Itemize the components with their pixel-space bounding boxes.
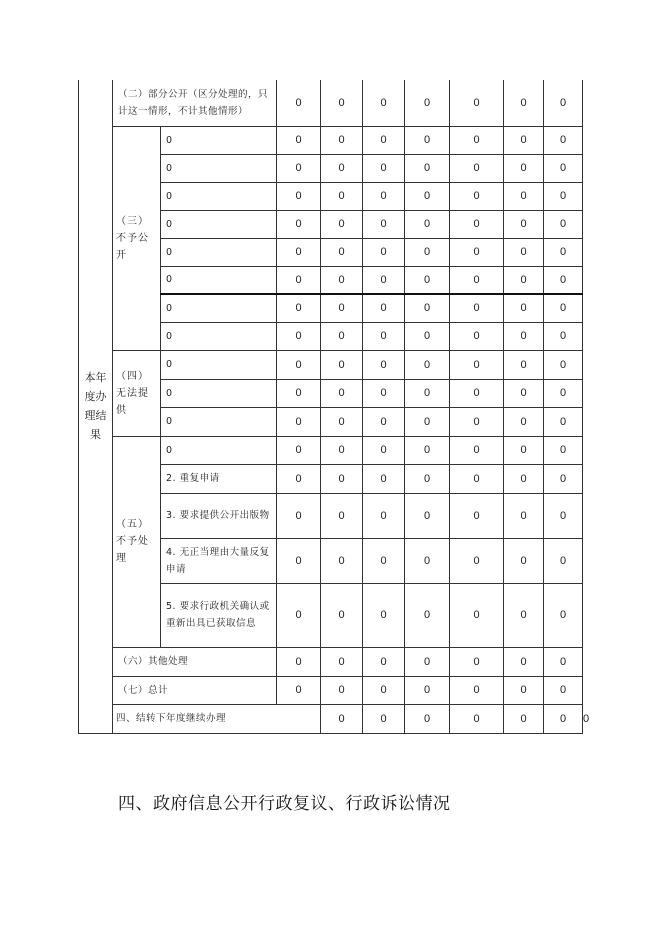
- value-cell: 0: [277, 464, 321, 493]
- value-cell: 0: [450, 154, 504, 182]
- outer-label: [79, 80, 113, 733]
- value-cell: 0: [277, 294, 321, 322]
- group-label-partial: （二）部分公开（区分处理的，只计这一情形，不计其他情形）: [113, 80, 277, 126]
- value-cell: 0: [321, 238, 363, 266]
- value-cell: 0: [405, 647, 450, 676]
- value-cell: 0: [450, 350, 504, 379]
- value-cell: 0: [544, 350, 583, 379]
- value-cell: 0: [277, 210, 321, 238]
- table-row: [79, 126, 583, 154]
- value-cell: 0: [450, 266, 504, 294]
- value-cell: 0: [405, 436, 450, 464]
- value-cell: 0: [363, 80, 405, 126]
- value-cell: 0: [321, 294, 363, 322]
- item-label: 3. 要求提供公开出版物: [161, 493, 277, 538]
- value-cell: 0: [504, 322, 544, 350]
- value-cell: 0: [277, 126, 321, 154]
- table-row: [79, 350, 583, 379]
- value-cell: 0: [544, 493, 583, 538]
- value-cell: 0: [450, 80, 504, 126]
- value-cell: 0: [405, 322, 450, 350]
- value-cell: 0: [504, 154, 544, 182]
- value-cell: 0: [277, 154, 321, 182]
- value-cell: 0: [504, 80, 544, 126]
- value-cell: 0: [450, 676, 504, 704]
- value-cell: 0: [363, 266, 405, 294]
- value-cell: 0: [363, 322, 405, 350]
- value-cell: 0: [363, 210, 405, 238]
- value-cell: 0: [544, 407, 583, 436]
- value-cell: 0: [450, 379, 504, 407]
- item-label: 0: [161, 154, 277, 182]
- item-label: 0: [161, 407, 277, 436]
- value-cell: 0: [321, 126, 363, 154]
- value-cell: 0: [544, 238, 583, 266]
- value-cell: 0: [405, 350, 450, 379]
- value-cell: 0: [405, 266, 450, 294]
- value-cell: 0: [277, 379, 321, 407]
- value-cell: 0: [504, 583, 544, 647]
- value-cell: 0: [544, 583, 583, 647]
- item-label: 0: [161, 266, 277, 294]
- value-cell: 0: [450, 238, 504, 266]
- value-cell: 0: [363, 493, 405, 538]
- value-cell: 0: [405, 210, 450, 238]
- value-cell: 0: [544, 464, 583, 493]
- section-heading: 四、政府信息公开行政复议、行政诉讼情况: [118, 794, 451, 814]
- item-label: 5. 要求行政机关确认或重新出具已获取信息: [161, 583, 277, 647]
- value-cell: 0: [405, 294, 450, 322]
- value-cell: 0: [504, 493, 544, 538]
- value-cell: 0: [277, 182, 321, 210]
- value-cell: 0: [321, 182, 363, 210]
- value-cell: 0: [321, 493, 363, 538]
- value-cell: 0: [363, 294, 405, 322]
- value-cell: 0: [544, 322, 583, 350]
- group-label-unable: （四）无法提供: [113, 350, 161, 436]
- value-cell: 0: [321, 379, 363, 407]
- value-cell: 0: [277, 238, 321, 266]
- group-label-other: （六）其他处理: [113, 647, 277, 676]
- value-cell: 0: [450, 464, 504, 493]
- item-label: 0: [161, 294, 277, 322]
- item-label: 0: [161, 210, 277, 238]
- value-cell: 0: [544, 704, 583, 733]
- value-cell: 0: [277, 647, 321, 676]
- value-cell: 0: [405, 583, 450, 647]
- value-cell: 0: [405, 538, 450, 583]
- value-cell: 0: [504, 407, 544, 436]
- table-row: [79, 436, 583, 464]
- value-cell: 0: [405, 126, 450, 154]
- value-cell: 0: [504, 238, 544, 266]
- value-cell: 0: [405, 379, 450, 407]
- value-cell: 0: [544, 538, 583, 583]
- value-cell: 0: [277, 436, 321, 464]
- value-cell: 0: [450, 704, 504, 733]
- table-body: [79, 80, 590, 733]
- value-cell: 0: [363, 676, 405, 704]
- statistics-table: [78, 80, 590, 734]
- value-cell: 0: [321, 538, 363, 583]
- value-cell: 0: [405, 407, 450, 436]
- value-cell: 0: [277, 583, 321, 647]
- value-cell: 0: [321, 464, 363, 493]
- value-cell: 0: [504, 464, 544, 493]
- value-cell: 0: [544, 379, 583, 407]
- value-cell: 0: [277, 80, 321, 126]
- value-cell: 0: [363, 436, 405, 464]
- value-cell: 0: [277, 322, 321, 350]
- value-cell: 0: [450, 126, 504, 154]
- value-cell: 0: [450, 647, 504, 676]
- table-row-total: [79, 676, 583, 704]
- value-cell: 0: [277, 407, 321, 436]
- value-cell: 0: [321, 210, 363, 238]
- value-cell: 0: [277, 266, 321, 294]
- value-cell: 0: [277, 350, 321, 379]
- value-cell: 0: [504, 538, 544, 583]
- value-cell: 0: [321, 704, 363, 733]
- value-cell: 0: [544, 80, 583, 126]
- value-cell: 0: [363, 647, 405, 676]
- value-cell: 0: [405, 676, 450, 704]
- value-cell: 0: [321, 350, 363, 379]
- value-cell: 0: [544, 647, 583, 676]
- value-cell: 0: [277, 493, 321, 538]
- item-label: 4. 无正当理由大量反复申请: [161, 538, 277, 583]
- value-cell: 0: [504, 350, 544, 379]
- value-cell: 0: [450, 210, 504, 238]
- value-cell: 0: [321, 322, 363, 350]
- value-cell: 0: [363, 407, 405, 436]
- group-label-not-public: （三）不予公开: [113, 126, 161, 350]
- value-cell: 0: [363, 583, 405, 647]
- value-cell: 0: [504, 379, 544, 407]
- value-cell: 0: [504, 647, 544, 676]
- value-cell: 0: [277, 676, 321, 704]
- value-cell: 0: [450, 182, 504, 210]
- value-cell: 0: [321, 676, 363, 704]
- value-cell: 0: [405, 154, 450, 182]
- value-cell: 0: [544, 154, 583, 182]
- value-cell: 0: [405, 80, 450, 126]
- group-label-not-process: （五）不予处理: [113, 436, 161, 647]
- value-cell: 0: [405, 464, 450, 493]
- value-cell: 0: [450, 436, 504, 464]
- table-row-partial: [79, 80, 583, 126]
- item-label: 0: [161, 350, 277, 379]
- value-cell: 0: [544, 182, 583, 210]
- value-cell: 0: [363, 538, 405, 583]
- table-row-other: [79, 647, 583, 676]
- item-label: 0: [161, 436, 277, 464]
- value-cell: 0: [504, 676, 544, 704]
- value-cell: 0: [363, 704, 405, 733]
- value-cell: 0: [450, 407, 504, 436]
- value-cell: 0: [321, 407, 363, 436]
- value-cell: 0: [450, 322, 504, 350]
- value-cell: 0: [363, 182, 405, 210]
- value-cell: 0: [504, 704, 544, 733]
- value-cell: 0: [504, 266, 544, 294]
- value-cell: 0: [277, 538, 321, 583]
- value-cell: 0: [405, 493, 450, 538]
- value-cell: 0: [450, 493, 504, 538]
- value-cell: 0: [321, 647, 363, 676]
- value-cell: 0: [405, 704, 450, 733]
- item-label: 0: [161, 126, 277, 154]
- item-label: 0: [161, 379, 277, 407]
- value-cell: 0: [321, 80, 363, 126]
- value-cell: 0: [504, 126, 544, 154]
- value-cell: 0: [321, 436, 363, 464]
- group-label-total: （七）总计: [113, 676, 277, 704]
- value-cell: 0: [363, 350, 405, 379]
- value-cell: 0: [321, 154, 363, 182]
- value-cell: 0: [504, 294, 544, 322]
- value-cell: 0: [544, 294, 583, 322]
- value-cell: 0: [504, 210, 544, 238]
- value-cell: 0: [504, 436, 544, 464]
- value-cell: 0: [363, 379, 405, 407]
- table-row-carry-over: 四、结转下年度继续办理 0 0 0 0 0 0 0: [79, 704, 583, 733]
- item-label: 0: [161, 182, 277, 210]
- outer-label-text: 本年度办理结果: [84, 371, 107, 442]
- value-cell: 0: [544, 436, 583, 464]
- value-cell: 0: [363, 126, 405, 154]
- value-cell: 0: [544, 126, 583, 154]
- value-cell: 0: [363, 464, 405, 493]
- value-cell: 0: [405, 238, 450, 266]
- value-cell: 0: [450, 538, 504, 583]
- carry-over-label: 四、结转下年度继续办理: [113, 704, 321, 733]
- item-label: 2. 重复申请: [161, 464, 277, 493]
- value-cell: 0: [363, 238, 405, 266]
- value-cell: 0: [321, 266, 363, 294]
- value-cell: 0: [504, 182, 544, 210]
- value-cell: 0: [544, 676, 583, 704]
- item-label: 0: [161, 322, 277, 350]
- item-label: 0: [161, 238, 277, 266]
- value-cell: 0: [321, 583, 363, 647]
- value-cell: 0: [450, 294, 504, 322]
- value-cell: 0: [544, 210, 583, 238]
- value-cell: 0: [544, 266, 583, 294]
- value-cell: 0: [450, 583, 504, 647]
- value-cell: 0: [405, 182, 450, 210]
- value-cell: 0: [363, 154, 405, 182]
